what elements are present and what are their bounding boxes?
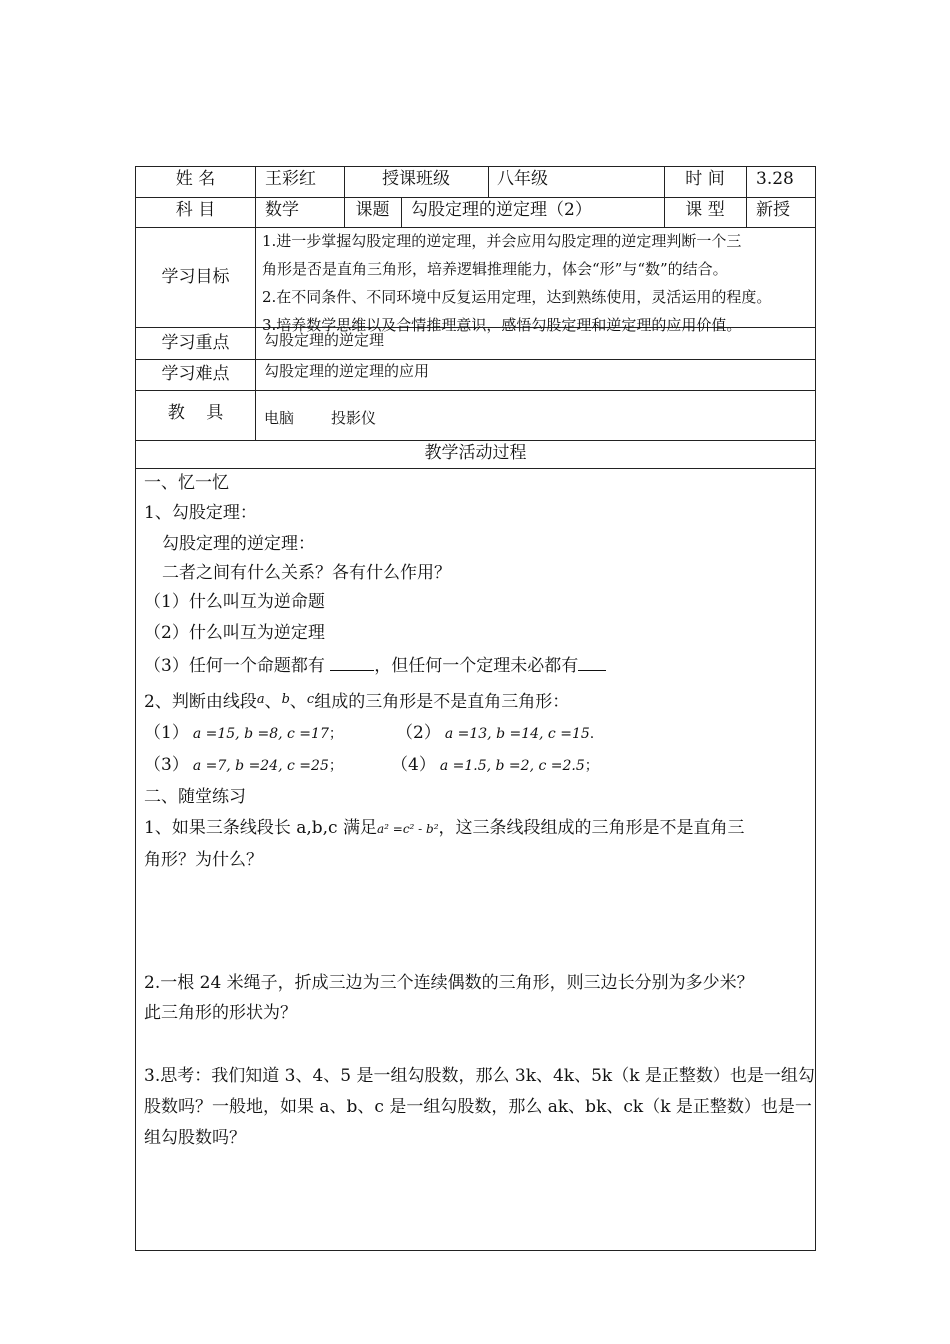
item-number: （4） <box>391 755 436 775</box>
tools-computer: 电脑 <box>264 409 295 427</box>
row-divider <box>136 468 815 469</box>
var-b: b <box>281 692 290 707</box>
question-1a: （1）什么叫互为逆命题 <box>144 592 325 612</box>
item-expression: a =13, b =14, c =15 <box>444 726 590 742</box>
separator: 、 <box>289 692 307 712</box>
teacher-name: 王彩红 <box>265 169 316 189</box>
goals-line: 2.在不同条件、不同环境中反复运用定理，达到熟练使用，灵活运用的程度。 <box>262 288 772 306</box>
practice-2: 2.一根 24 米绳子，折成三边为三个连续偶数的三角形，则三边长分别为多少米？ <box>144 973 754 993</box>
topic-label: 课题 <box>355 200 390 220</box>
col-divider <box>255 167 256 440</box>
class-label: 授课班级 <box>382 169 450 189</box>
separator: 、 <box>264 692 282 712</box>
focus-value: 勾股定理的逆定理 <box>264 331 385 349</box>
tools-label: 教 具 <box>167 403 224 423</box>
question-1: 1、勾股定理： <box>144 503 257 523</box>
process-title: 教学活动过程 <box>424 443 527 463</box>
practice-3-cont: 股数吗？一般地，如果 a、b、c 是一组勾股数，那么 ak、bk、ck（k 是正整数）也是一 <box>144 1097 812 1117</box>
row-divider <box>136 359 815 360</box>
question-1b: （2）什么叫互为逆定理 <box>144 623 325 643</box>
goals-line: 3.培养数学思维以及合情推理意识，感悟勾股定理和逆定理的应用价值。 <box>262 316 742 334</box>
practice-1-formula: a² =c² - b² <box>376 822 439 836</box>
question-2-end: 组成的三角形是不是直角三角形： <box>314 692 570 712</box>
practice-1-cont: 角形？为什么？ <box>144 850 263 870</box>
practice-2-cont: 此三角形的形状为？ <box>144 1003 297 1023</box>
practice-3: 3.思考：我们知道 3、4、5 是一组勾股数，那么 3k、4k、5k（k 是正整数）也是一组勾 <box>144 1066 815 1086</box>
class-value: 八年级 <box>497 169 548 189</box>
item-punct: ； <box>328 726 343 742</box>
goals-text <box>262 227 771 339</box>
fill-blank[interactable] <box>578 654 606 671</box>
question-1-relation: 二者之间有什么关系？各有什么作用？ <box>162 563 451 583</box>
item-4 <box>391 754 599 777</box>
topic-value: 勾股定理的逆定理（2） <box>411 200 592 220</box>
var-c: c <box>306 692 315 707</box>
item-punct: ； <box>584 758 599 774</box>
time-value: 3.28 <box>756 169 794 189</box>
question-2-start: 2、判断由线段 <box>144 692 257 712</box>
row-divider <box>136 440 815 441</box>
question-1c <box>144 654 606 677</box>
type-label: 课 型 <box>685 200 725 220</box>
var-a: a <box>256 692 265 707</box>
difficulty-value: 勾股定理的逆定理的应用 <box>264 362 430 380</box>
subject-value: 数学 <box>265 200 299 220</box>
practice-1-start: 1、如果三条线段长 a,b,c 满足 <box>144 818 377 838</box>
goals-label: 学习目标 <box>161 267 230 287</box>
practice-3-cont2: 组勾股数吗？ <box>144 1128 246 1148</box>
item-punct: ； <box>328 758 343 774</box>
focus-label: 学习重点 <box>161 333 230 353</box>
section-1-title: 一、忆一忆 <box>144 473 229 493</box>
row-divider <box>136 390 815 391</box>
question-1-inverse: 勾股定理的逆定理： <box>162 534 315 554</box>
practice-1 <box>144 817 745 840</box>
col-divider <box>488 167 489 197</box>
time-label: 时 间 <box>685 169 725 189</box>
item-expression: a =1.5, b =2, c =2.5 <box>439 758 585 774</box>
tools-projector: 投影仪 <box>331 409 377 427</box>
item-punct: . <box>589 726 595 742</box>
item-3 <box>144 754 343 777</box>
item-number: （1） <box>144 723 189 743</box>
section-2-title: 二、随堂练习 <box>144 787 246 807</box>
item-number: （3） <box>144 755 189 775</box>
goals-line: 1.进一步掌握勾股定理的逆定理，并会应用勾股定理的逆定理判断一个三 <box>262 232 742 250</box>
question-1c-mid: ，但任何一个定理未必都有 <box>374 656 579 676</box>
subject-label: 科 目 <box>175 200 216 220</box>
question-1c-start: （3）任何一个命题都有 <box>144 656 325 676</box>
row-divider <box>136 197 815 198</box>
item-1 <box>144 722 343 745</box>
col-divider <box>746 167 747 227</box>
col-divider <box>401 197 402 227</box>
item-expression: a =7, b =24, c =25 <box>192 758 329 774</box>
item-expression: a =15, b =8, c =17 <box>192 726 329 742</box>
lesson-plan-table <box>135 166 816 1251</box>
difficulty-label: 学习难点 <box>161 364 230 384</box>
item-2 <box>396 722 594 745</box>
type-value: 新授 <box>756 200 790 220</box>
fill-blank[interactable] <box>330 654 374 671</box>
question-2 <box>144 689 569 713</box>
item-number: （2） <box>396 723 441 743</box>
goals-line: 角形是否是直角三角形，培养逻辑推理能力，体会“形”与“数”的结合。 <box>262 260 728 278</box>
name-label: 姓 名 <box>175 169 216 189</box>
practice-1-end: ，这三条线段组成的三角形是不是直角三 <box>438 818 745 838</box>
